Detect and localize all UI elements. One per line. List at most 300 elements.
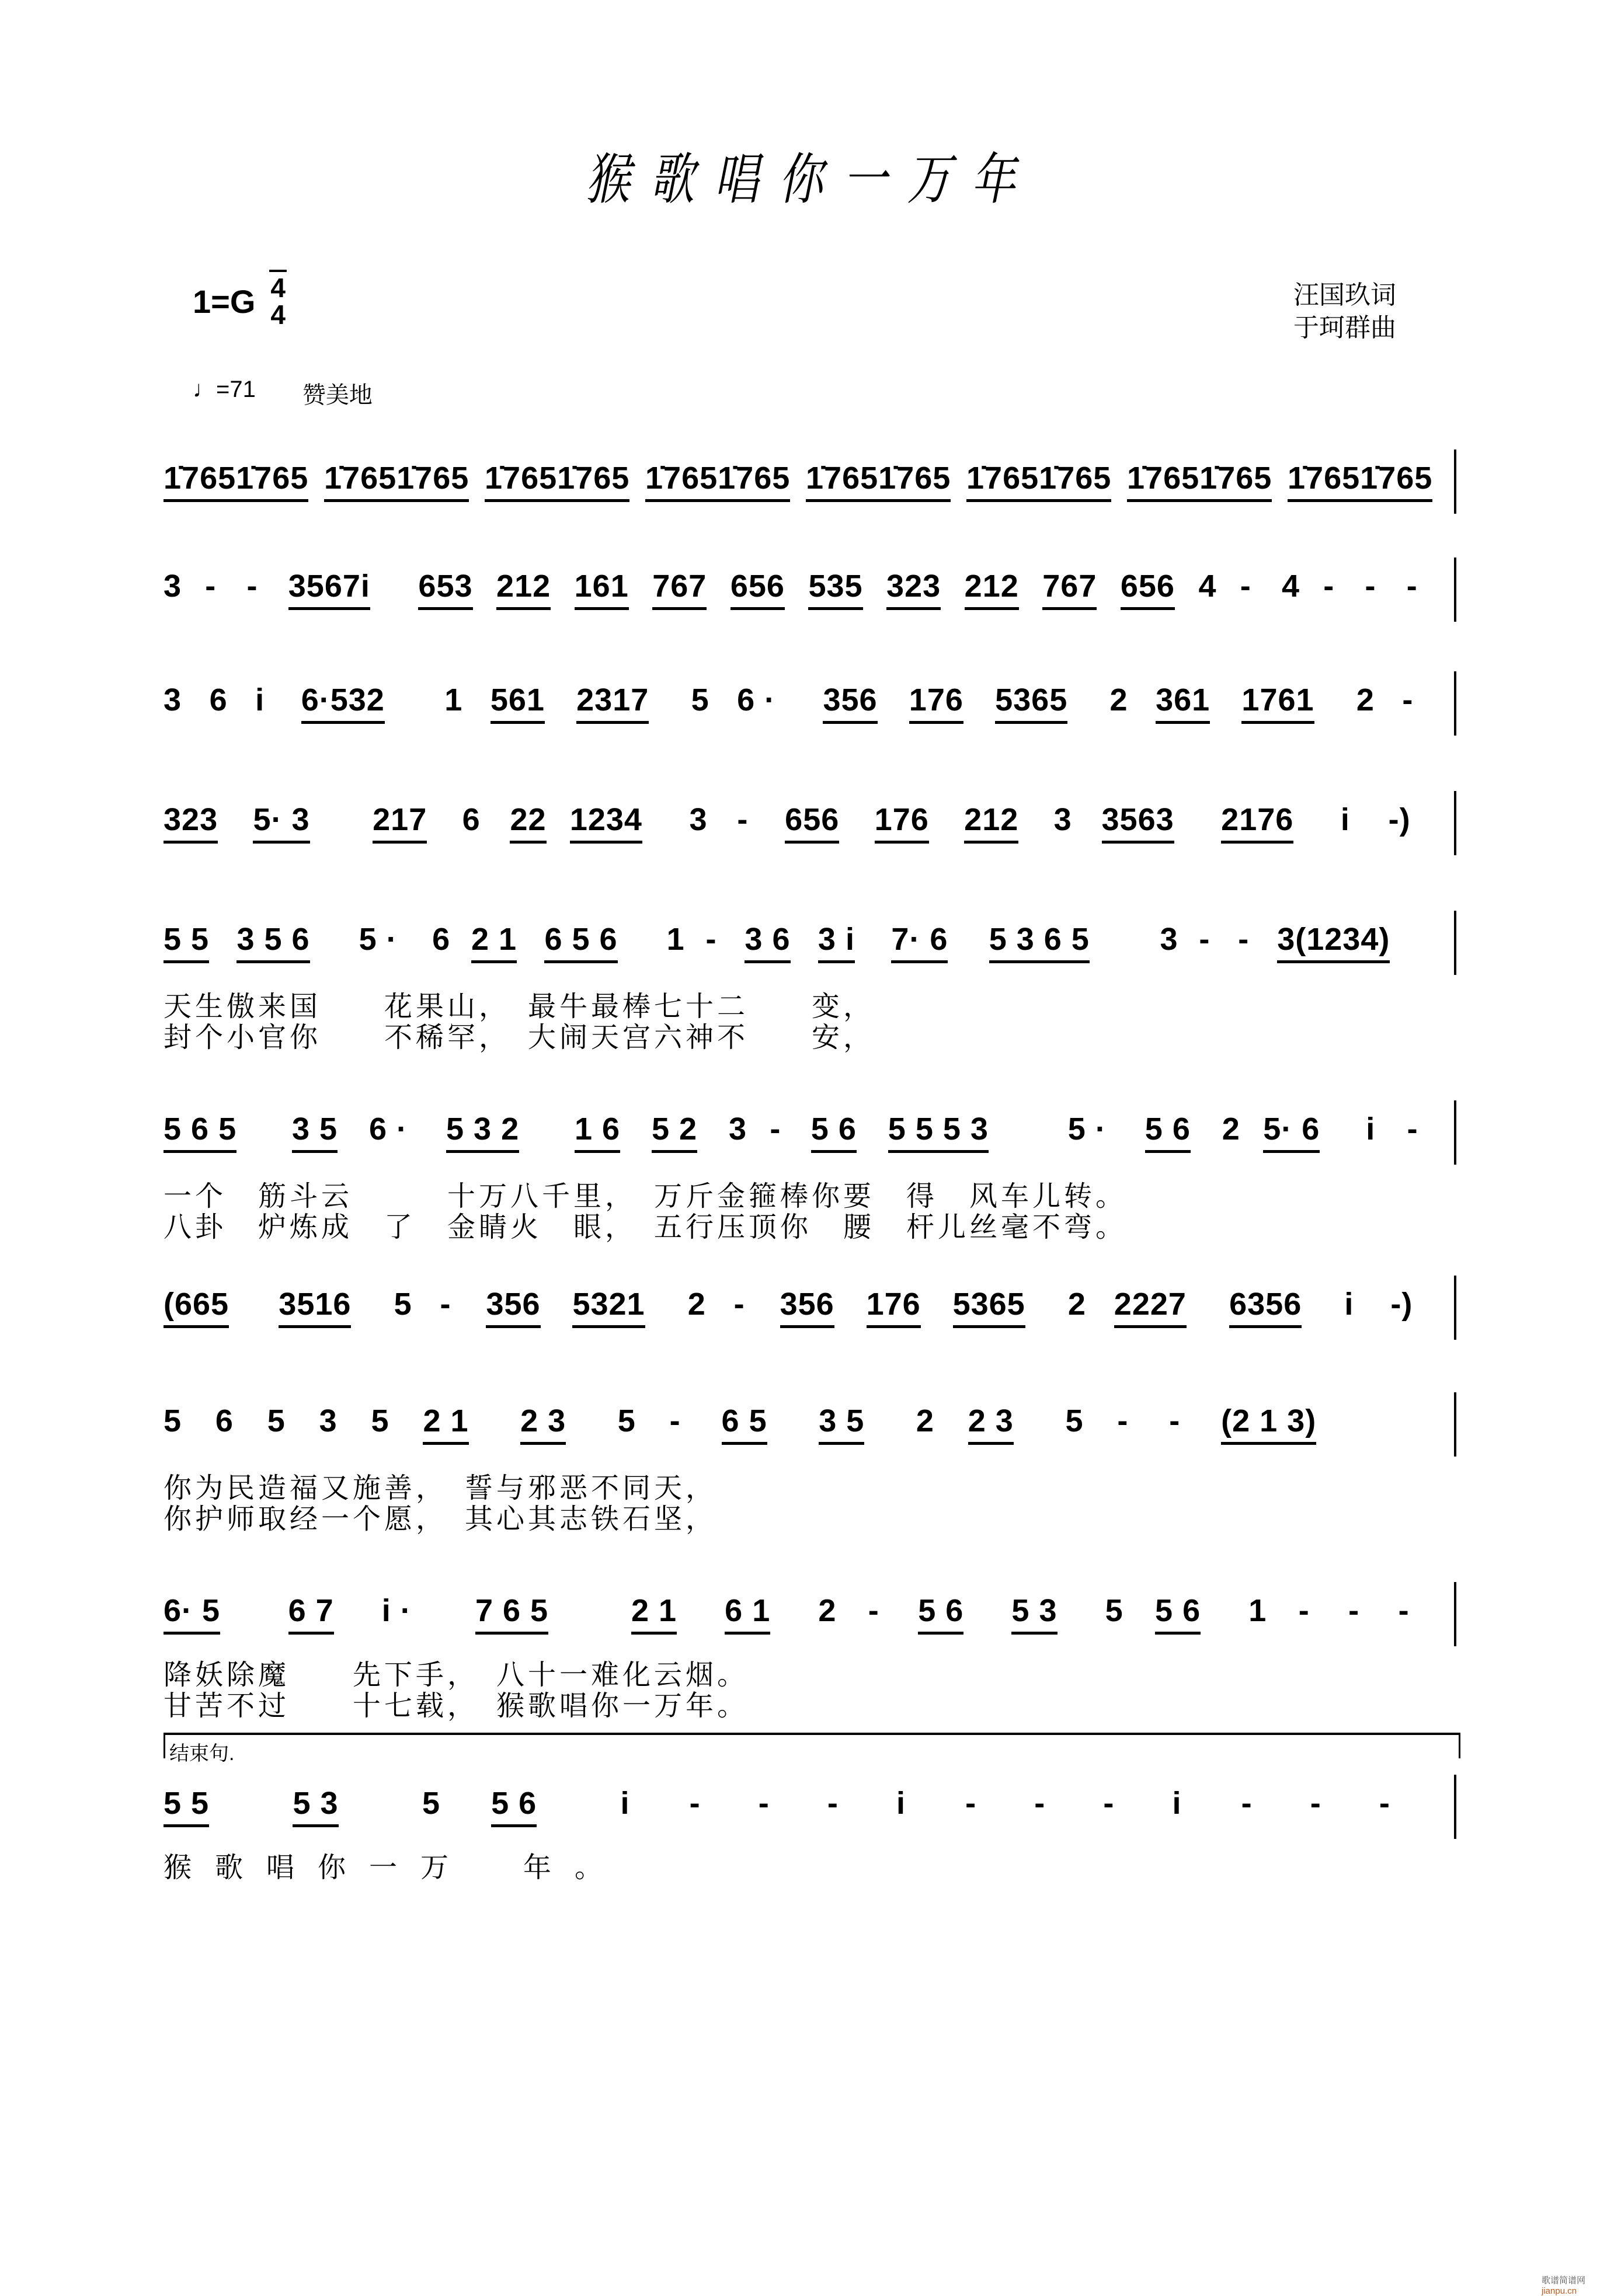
beam-underline [1145, 1150, 1191, 1153]
beam-underline [652, 607, 707, 610]
note-digits: 6·532 [301, 682, 385, 717]
note-group [729, 1106, 747, 1170]
beam-underline [475, 1632, 548, 1635]
note-digits: 2 [818, 1593, 837, 1628]
note-row [164, 1781, 1466, 1845]
note-digits: 1234 [569, 802, 642, 837]
beam-underline [164, 960, 209, 963]
note-digits: i [620, 1786, 630, 1821]
beam-underline [1221, 841, 1293, 844]
song-title: 猴歌唱你一万年 [586, 147, 1035, 212]
note-group [1299, 1588, 1310, 1652]
note-digits: - [1323, 569, 1335, 604]
note-group [1288, 455, 1432, 520]
beam-underline [373, 841, 427, 844]
note-group [423, 1398, 468, 1462]
note-digits: i [896, 1786, 906, 1821]
note-group [1366, 1106, 1375, 1170]
note-group [706, 917, 717, 981]
time-bottom: 4 [270, 299, 286, 330]
beam-underline [491, 721, 545, 724]
note-digits: 1 [444, 682, 463, 717]
score-line-8 [164, 1398, 1466, 1538]
note-group [965, 1781, 976, 1845]
note-digits: 535 [808, 569, 863, 604]
note-digits: - [827, 1786, 839, 1821]
note-digits: 1̇7651̇765 [645, 461, 791, 496]
beam-underline [886, 607, 941, 610]
note-row [164, 1281, 1466, 1346]
beam-underline [968, 1442, 1014, 1445]
note-group [1229, 1281, 1302, 1346]
note-group [621, 1781, 630, 1845]
note-digits: 5 [422, 1786, 440, 1821]
note-digits: - [205, 569, 217, 604]
note-group [164, 455, 308, 520]
note-digits: 5· 6 [1263, 1112, 1320, 1147]
beam-underline [867, 1325, 921, 1328]
note-digits: - [1310, 1786, 1321, 1821]
note-digits: 5 [617, 1403, 636, 1438]
note-group [989, 917, 1090, 981]
note-digits: 361 [1156, 682, 1210, 717]
beam-underline [164, 1632, 220, 1635]
note-row [164, 1398, 1466, 1462]
lyricist: 汪国玖词 [1293, 281, 1396, 309]
note-group [759, 1781, 770, 1845]
note-digits: 3 5 [292, 1112, 338, 1147]
note-digits: 5 5 5 3 [888, 1112, 989, 1147]
note-digits: 1̇7651̇765 [1127, 461, 1272, 496]
note-group [1379, 1781, 1390, 1845]
note-group [301, 677, 385, 741]
note-digits: 3 5 [819, 1403, 865, 1438]
note-group [1238, 917, 1249, 981]
note-group [394, 1281, 412, 1346]
beam-underline [575, 607, 629, 610]
beam-underline [253, 841, 309, 844]
note-group [1114, 1281, 1187, 1346]
note-group [737, 797, 748, 861]
note-group [1344, 1281, 1354, 1346]
watermark-cn: 歌谱简谱网 [1542, 2276, 1586, 2285]
note-digits: - [669, 1403, 681, 1438]
beam-underline [496, 607, 551, 610]
note-group [1199, 917, 1210, 981]
note-group [1222, 1106, 1240, 1170]
note-group [1365, 563, 1376, 628]
note-digits: 5 6 [810, 1112, 857, 1147]
note-digits: 3 i [818, 922, 855, 957]
beam-underline [953, 1325, 1025, 1328]
note-group [369, 1106, 408, 1170]
note-group [267, 1398, 286, 1462]
note-digits: (2 1 3) [1221, 1403, 1317, 1438]
note-digits: 212 [496, 569, 551, 604]
note-digits: - [1241, 1786, 1253, 1821]
note-group [164, 563, 182, 628]
note-digits: 6 · [737, 682, 776, 717]
note-group [867, 1281, 921, 1346]
note-group [667, 917, 685, 981]
beam-underline [292, 1150, 338, 1153]
note-digits: - [1238, 922, 1250, 957]
note-row [164, 1106, 1466, 1170]
lyrics-verse1: 天生傲来国 花果山， 最牛最棒七十二 变， [164, 991, 875, 1022]
note-digits: 212 [964, 569, 1019, 604]
note-digits: 2 3 [520, 1403, 566, 1438]
note-digits: 3 [164, 682, 182, 717]
key-label: 1=G [193, 283, 256, 320]
note-group [572, 1281, 645, 1346]
note-digits: 5 [267, 1403, 286, 1438]
expression-mark: 赞美地 [302, 382, 373, 408]
note-row [164, 455, 1466, 520]
note-group [645, 455, 790, 520]
note-digits: 2317 [576, 682, 649, 717]
note-group [247, 563, 258, 628]
note-digits: 2227 [1114, 1287, 1187, 1322]
barline [1454, 1392, 1456, 1457]
note-digits: 1̇7651̇765 [164, 461, 309, 496]
note-group [440, 1281, 451, 1346]
note-digits: 176 [866, 1287, 921, 1322]
note-group [618, 1398, 636, 1462]
note-digits: 3 [164, 569, 182, 604]
note-digits: 5 [1065, 1403, 1084, 1438]
beam-underline [491, 1824, 537, 1827]
beam-underline [164, 1824, 209, 1827]
note-group [576, 677, 649, 741]
beam-underline [785, 841, 839, 844]
score-line-1 [164, 455, 1466, 525]
beam-underline [888, 1150, 989, 1153]
note-group [670, 1398, 681, 1462]
note-group [1356, 677, 1375, 741]
note-group [631, 1588, 677, 1652]
note-digits: 2 [916, 1403, 934, 1438]
note-digits: 5365 [952, 1287, 1025, 1322]
note-group [471, 917, 517, 981]
note-digits: 2 1 [631, 1593, 677, 1628]
note-group [886, 563, 941, 628]
note-digits: - [1103, 1786, 1115, 1821]
note-group [725, 1588, 770, 1652]
note-group [652, 1106, 697, 1170]
note-digits: - [965, 1786, 977, 1821]
note-digits: - [770, 1112, 781, 1147]
note-digits: 2 [1222, 1112, 1240, 1147]
beam-underline [236, 960, 309, 963]
beam-underline [575, 1150, 620, 1153]
note-group [1407, 1106, 1418, 1170]
note-digits: 5 [1105, 1593, 1123, 1628]
note-group [293, 1781, 338, 1845]
note-digits: 5 3 2 [446, 1112, 520, 1147]
note-digits: 1̇7651̇765 [966, 461, 1112, 496]
note-digits: i [1344, 1287, 1354, 1322]
beam-underline [731, 607, 785, 610]
beam-underline [1102, 841, 1174, 844]
note-digits: 5 6 [1155, 1593, 1201, 1628]
beam-underline [966, 499, 1111, 502]
beam-underline [652, 1150, 697, 1153]
barline [1454, 671, 1456, 736]
note-group [292, 1106, 338, 1170]
note-group [1155, 1588, 1201, 1652]
note-digits: 1̇7651̇765 [806, 461, 951, 496]
note-digits: 2 [1067, 1287, 1086, 1322]
note-digits: 3516 [279, 1287, 352, 1322]
note-digits: 6· 5 [164, 1593, 221, 1628]
note-digits: 767 [1042, 569, 1097, 604]
note-group [689, 797, 707, 861]
beam-underline [1121, 607, 1175, 610]
note-digits: 161 [574, 569, 629, 604]
note-group [544, 917, 617, 981]
note-digits: i [255, 682, 265, 717]
lyrics-verse1: 一个 筋斗云 十万八千里， 万斤金箍棒你要 得 风车儿转。 [164, 1181, 1128, 1212]
note-group [205, 563, 216, 628]
note-digits: - [1169, 1403, 1181, 1438]
note-digits: - [737, 802, 749, 837]
composer: 于珂群曲 [1293, 313, 1396, 342]
note-digits: 6 5 6 [544, 922, 618, 957]
barline [1454, 911, 1456, 975]
note-group [965, 563, 1019, 628]
note-group [780, 1281, 834, 1346]
note-digits: 2 [1109, 682, 1128, 717]
beam-underline [279, 1325, 351, 1328]
lyrics-verse1: 你为民造福又施善， 誓与邪恶不同天， [164, 1473, 718, 1504]
beam-underline [909, 721, 963, 724]
note-group [575, 1106, 620, 1170]
note-group [432, 917, 450, 981]
note-digits: 3 6 [745, 922, 791, 957]
note-group [896, 1781, 906, 1845]
credits [1293, 279, 1396, 344]
note-group [722, 1398, 767, 1462]
note-group [1348, 1588, 1359, 1652]
note-digits: 356 [780, 1287, 834, 1322]
note-digits: - [1034, 1786, 1046, 1821]
note-group [1173, 1781, 1182, 1845]
note-group [510, 797, 546, 861]
beam-underline [1229, 1325, 1302, 1328]
note-digits: 3567i [288, 569, 370, 604]
note-group [1221, 797, 1293, 861]
beam-underline [645, 499, 790, 502]
note-group [785, 797, 839, 861]
note-group [359, 917, 398, 981]
note-digits: - [1199, 922, 1210, 957]
note-group [164, 1781, 209, 1845]
note-digits: 1761 [1241, 682, 1314, 717]
note-digits: 653 [418, 569, 473, 604]
note-digits: - [1379, 1786, 1390, 1821]
note-group [1127, 455, 1272, 520]
note-digits: 5 3 [1011, 1593, 1058, 1628]
note-digits: -) [1388, 802, 1411, 837]
note-group [164, 1281, 229, 1346]
note-group [691, 677, 709, 741]
tempo-value: ♩=71 [193, 377, 256, 402]
beam-underline [164, 841, 218, 844]
watermark [1542, 2274, 1621, 2296]
note-group [918, 1588, 963, 1652]
note-group [570, 797, 642, 861]
note-group [236, 917, 309, 981]
note-group [1034, 1781, 1045, 1845]
note-digits: i [1366, 1112, 1376, 1147]
note-group [1198, 563, 1216, 628]
note-group [418, 563, 472, 628]
note-digits: 3 [1053, 802, 1072, 837]
note-group [446, 1106, 519, 1170]
note-group [888, 1106, 989, 1170]
note-digits: - [1365, 569, 1376, 604]
note-group [444, 677, 462, 741]
note-digits: 176 [909, 682, 963, 717]
note-group [916, 1398, 934, 1462]
note-digits: 2 1 [471, 922, 517, 957]
barline [1454, 558, 1456, 622]
note-group [811, 1106, 857, 1170]
note-group [1263, 1106, 1320, 1170]
note-group [462, 797, 481, 861]
note-group [1054, 797, 1072, 861]
note-group [770, 1106, 781, 1170]
note-group [823, 677, 877, 741]
beam-underline [572, 1325, 645, 1328]
beam-underline [418, 607, 472, 610]
note-digits: 5 6 [1145, 1112, 1191, 1147]
note-group [319, 1398, 338, 1462]
beam-underline [1277, 960, 1390, 963]
score-line-2 [164, 563, 1466, 633]
note-group [575, 563, 629, 628]
note-digits: - [1402, 682, 1414, 717]
note-group [875, 797, 929, 861]
note-group [1282, 563, 1300, 628]
note-group [422, 1781, 440, 1845]
note-digits: - [868, 1593, 879, 1628]
score-line-3 [164, 677, 1466, 747]
beam-underline [1042, 607, 1097, 610]
beam-underline [989, 960, 1090, 963]
note-digits: 6 1 [725, 1593, 771, 1628]
note-digits: 1 6 [575, 1112, 621, 1147]
ending-bracket [164, 1733, 1460, 1758]
note-group [891, 917, 948, 981]
beam-underline [918, 1632, 963, 1635]
beam-underline [965, 607, 1019, 610]
beam-underline [722, 1442, 767, 1445]
note-group [164, 1106, 236, 1170]
note-digits: 5 2 [652, 1112, 698, 1147]
note-group [253, 797, 309, 861]
note-group [288, 1588, 334, 1652]
note-digits: 5 [164, 1403, 182, 1438]
note-group [1103, 1781, 1114, 1845]
note-group [819, 1398, 864, 1462]
note-digits: 323 [164, 802, 218, 837]
lyrics-verse2: 封个小官你 不稀罕， 大闹天宫六神不 安， [164, 1022, 875, 1053]
lyrics-verse1: 降妖除魔 先下手， 八十一难化云烟。 [164, 1660, 749, 1691]
beam-underline [520, 1442, 566, 1445]
note-group [324, 455, 469, 520]
note-digits: - [1240, 569, 1251, 604]
note-digits: 5 [371, 1403, 389, 1438]
note-group [1402, 677, 1413, 741]
note-group [1323, 563, 1334, 628]
note-group [164, 917, 209, 981]
note-group [1240, 563, 1251, 628]
note-digits: 3563 [1101, 802, 1174, 837]
beam-underline [964, 841, 1018, 844]
note-digits: 22 [510, 802, 547, 837]
beam-underline [288, 1632, 334, 1635]
note-group [1068, 1106, 1107, 1170]
score-line-6 [164, 1106, 1466, 1246]
note-digits: 7· 6 [891, 922, 948, 957]
note-digits: 656 [1120, 569, 1175, 604]
note-digits: - [705, 922, 717, 957]
note-digits: 2 1 [423, 1403, 469, 1438]
note-digits: 6 [432, 922, 451, 957]
beam-underline [301, 721, 385, 724]
note-digits: 561 [490, 682, 545, 717]
note-group [995, 677, 1067, 741]
beam-underline [811, 1150, 857, 1153]
note-digits: - [1406, 569, 1418, 604]
note-digits: 6 · [369, 1112, 408, 1147]
score-line-7 [164, 1281, 1466, 1351]
note-group [1241, 1781, 1253, 1845]
note-digits: i [1172, 1786, 1182, 1821]
beam-underline [875, 841, 929, 844]
beam-underline [293, 1824, 338, 1827]
note-group [255, 677, 265, 741]
beam-underline [823, 721, 877, 724]
note-group [745, 917, 790, 981]
note-digits: 5365 [995, 682, 1068, 717]
beam-underline [818, 960, 855, 963]
note-digits: 3 [689, 802, 708, 837]
beam-underline [745, 960, 790, 963]
note-digits: 6356 [1229, 1287, 1302, 1322]
note-group [371, 1398, 389, 1462]
note-digits: 6 5 [721, 1403, 767, 1438]
note-digits: 5 5 [164, 922, 210, 957]
note-group [1121, 563, 1175, 628]
note-group [1068, 1281, 1086, 1346]
beam-underline [1127, 499, 1272, 502]
note-group [1145, 1106, 1191, 1170]
key-signature [193, 274, 286, 328]
note-group [1341, 797, 1350, 861]
note-group [688, 1281, 706, 1346]
note-group [1160, 917, 1178, 981]
time-top: 4 [270, 273, 286, 303]
note-digits: - [1348, 1593, 1360, 1628]
beam-underline [819, 1442, 864, 1445]
note-group [210, 677, 228, 741]
barline [1454, 1775, 1456, 1839]
beam-underline [780, 1325, 834, 1328]
beam-underline [510, 841, 546, 844]
score-line-4 [164, 797, 1466, 867]
